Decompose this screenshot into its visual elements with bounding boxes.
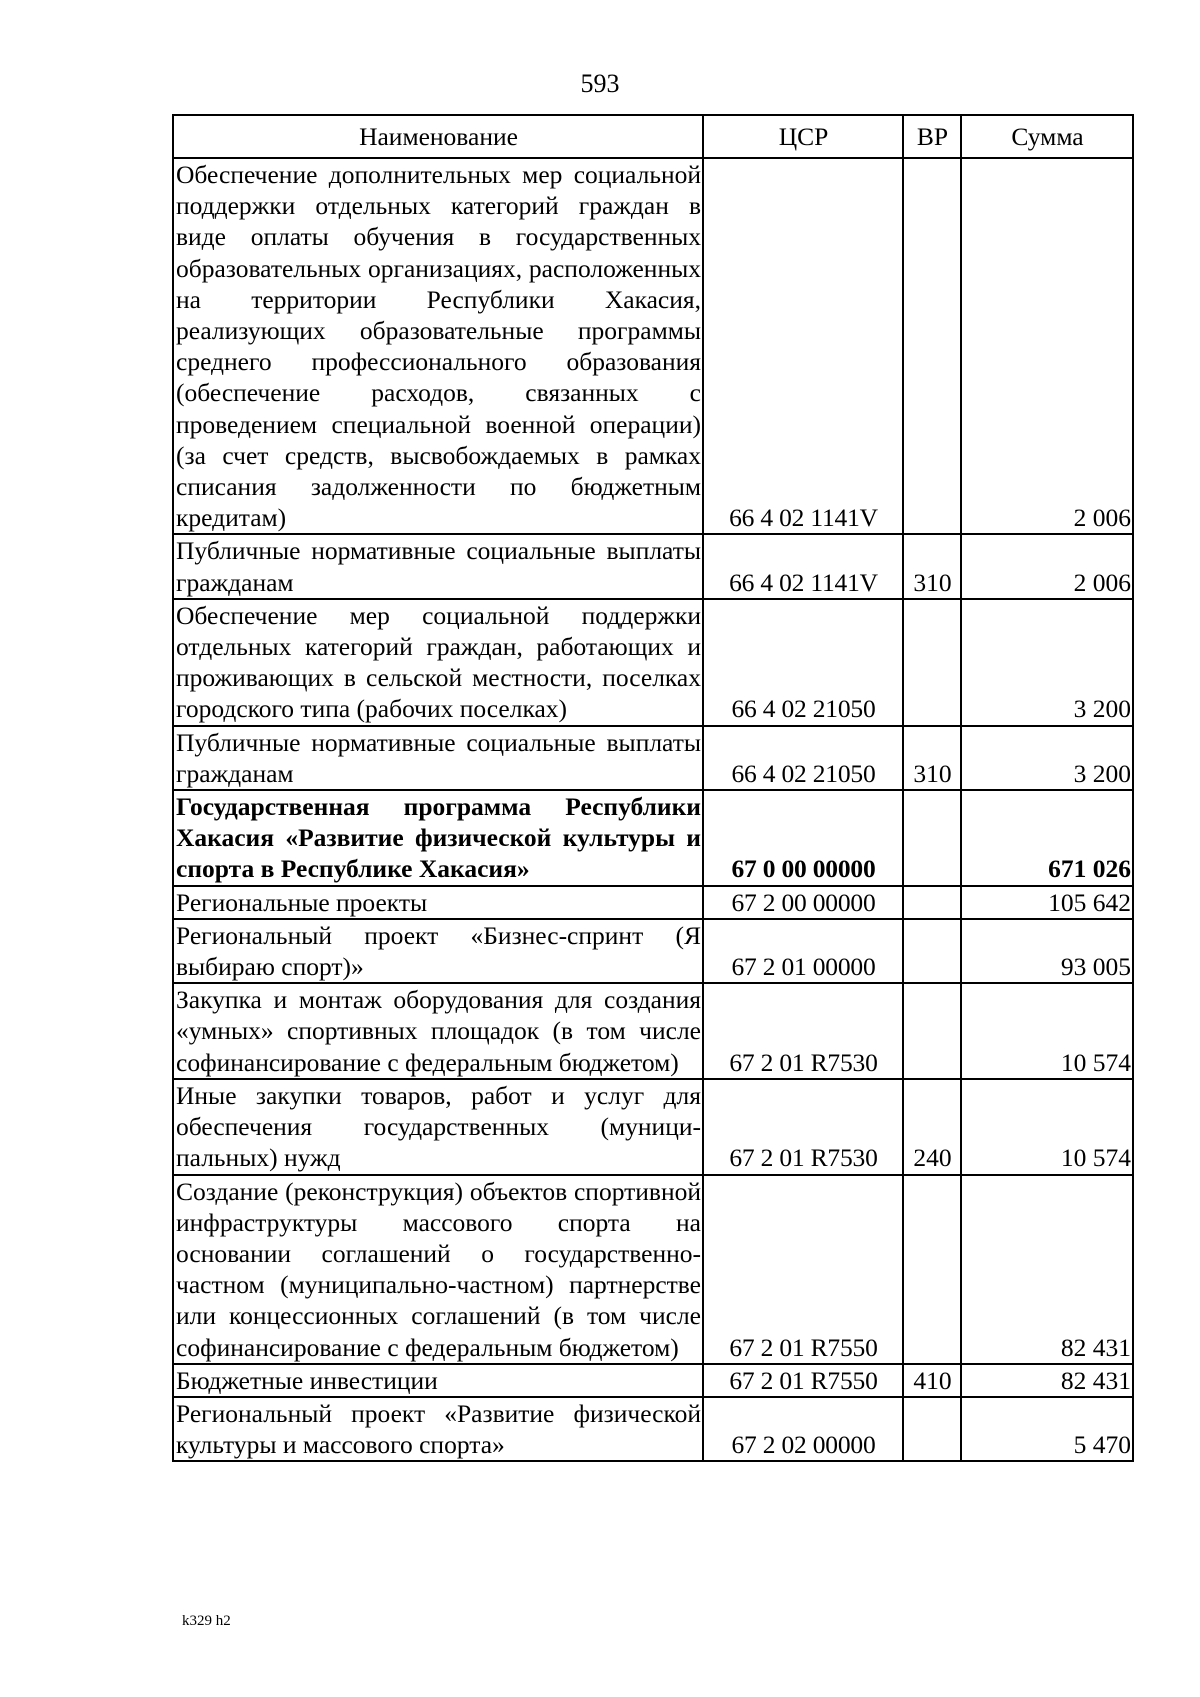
footer-document-code: k329 h2 bbox=[182, 1613, 231, 1629]
cell-csr: 67 2 02 00000 bbox=[703, 1397, 903, 1461]
page-number: 593 bbox=[580, 69, 620, 98]
cell-sum: 82 431 bbox=[961, 1364, 1133, 1397]
cell-csr: 66 4 02 1141V bbox=[703, 534, 903, 598]
cell-vr bbox=[903, 886, 961, 919]
cell-vr bbox=[903, 1175, 961, 1364]
cell-sum: 671 026 bbox=[961, 790, 1133, 886]
cell-sum: 10 574 bbox=[961, 983, 1133, 1079]
cell-name: Обеспечение дополнительных мер социальной поддержки отдельных категорий граждан в виде оплаты обучения в государственных образовательных организациях, расположенных на территории Республики Хакасия, реализующих образовательные программы среднего профессионального образования (обеспечение расходов, связанных с проведением специальной военной операции) (за счет средств, высвобождаемых в рамках списания задолженности по бюджетным кредитам) bbox=[173, 158, 703, 534]
header-sum: Сумма bbox=[961, 115, 1133, 158]
table-row bbox=[173, 790, 1133, 886]
cell-vr bbox=[903, 790, 961, 886]
table-row bbox=[173, 1175, 1133, 1364]
cell-sum: 5 470 bbox=[961, 1397, 1133, 1461]
header-vr: ВР bbox=[903, 115, 961, 158]
table-row bbox=[173, 886, 1133, 919]
table-row bbox=[173, 726, 1133, 790]
cell-sum: 3 200 bbox=[961, 599, 1133, 726]
cell-name: Создание (реконструкция) объектов спортивной инфраструктуры массового спорта на основании соглашений о государственно-частном (муниципально-частном) партнерстве или концессионных соглашений (в том числе софинансирование с федеральным бюджетом) bbox=[173, 1175, 703, 1364]
cell-csr: 67 2 01 R7550 bbox=[703, 1364, 903, 1397]
cell-name: Закупка и монтаж оборудования для создания «умных» спортивных площадок (в том числе софинансирование с федеральным бюджетом) bbox=[173, 983, 703, 1079]
cell-csr: 67 2 00 00000 bbox=[703, 886, 903, 919]
cell-vr bbox=[903, 158, 961, 534]
table-row bbox=[173, 1397, 1133, 1461]
table-row bbox=[173, 1079, 1133, 1175]
budget-table bbox=[172, 114, 1134, 1462]
cell-csr: 67 2 01 R7530 bbox=[703, 983, 903, 1079]
cell-name: Региональный проект «Развитие физической культуры и массового спорта» bbox=[173, 1397, 703, 1461]
cell-name: Обеспечение мер социальной поддержки отдельных категорий граждан, работающих и проживающих в сельской местности, поселках городского типа (рабочих поселках) bbox=[173, 599, 703, 726]
cell-sum: 82 431 bbox=[961, 1175, 1133, 1364]
table-row bbox=[173, 983, 1133, 1079]
cell-vr bbox=[903, 599, 961, 726]
header-name: Наименование bbox=[173, 115, 703, 158]
cell-vr bbox=[903, 1397, 961, 1461]
cell-name: Публичные нормативные социальные выплаты гражданам bbox=[173, 726, 703, 790]
cell-vr: 310 bbox=[903, 726, 961, 790]
cell-csr: 66 4 02 1141V bbox=[703, 158, 903, 534]
cell-sum: 2 006 bbox=[961, 158, 1133, 534]
cell-sum: 105 642 bbox=[961, 886, 1133, 919]
cell-csr: 67 2 01 00000 bbox=[703, 919, 903, 983]
cell-csr: 66 4 02 21050 bbox=[703, 599, 903, 726]
table-row bbox=[173, 599, 1133, 726]
header-csr: ЦСР bbox=[703, 115, 903, 158]
cell-sum: 93 005 bbox=[961, 919, 1133, 983]
cell-sum: 10 574 bbox=[961, 1079, 1133, 1175]
cell-csr: 66 4 02 21050 bbox=[703, 726, 903, 790]
cell-csr: 67 2 01 R7550 bbox=[703, 1175, 903, 1364]
cell-name: Государственная программа Республики Хакасия «Развитие физической культуры и спорта в Республике Хакасия» bbox=[173, 790, 703, 886]
table-row bbox=[173, 919, 1133, 983]
cell-name: Региональные проекты bbox=[173, 886, 703, 919]
cell-sum: 2 006 bbox=[961, 534, 1133, 598]
cell-sum: 3 200 bbox=[961, 726, 1133, 790]
cell-name: Региональный проект «Бизнес-спринт (Я выбираю спорт)» bbox=[173, 919, 703, 983]
cell-vr bbox=[903, 983, 961, 1079]
table-row bbox=[173, 1364, 1133, 1397]
table-row bbox=[173, 534, 1133, 598]
cell-vr: 240 bbox=[903, 1079, 961, 1175]
cell-name: Иные закупки товаров, работ и услуг для обеспечения государственных (муниципальных) нужд bbox=[173, 1079, 703, 1175]
cell-name: Бюджетные инвестиции bbox=[173, 1364, 703, 1397]
cell-name: Публичные нормативные социальные выплаты гражданам bbox=[173, 534, 703, 598]
table-header-row bbox=[173, 115, 1133, 158]
cell-vr bbox=[903, 919, 961, 983]
cell-csr: 67 2 01 R7530 bbox=[703, 1079, 903, 1175]
cell-vr: 410 bbox=[903, 1364, 961, 1397]
cell-vr: 310 bbox=[903, 534, 961, 598]
table-row bbox=[173, 158, 1133, 534]
cell-csr: 67 0 00 00000 bbox=[703, 790, 903, 886]
